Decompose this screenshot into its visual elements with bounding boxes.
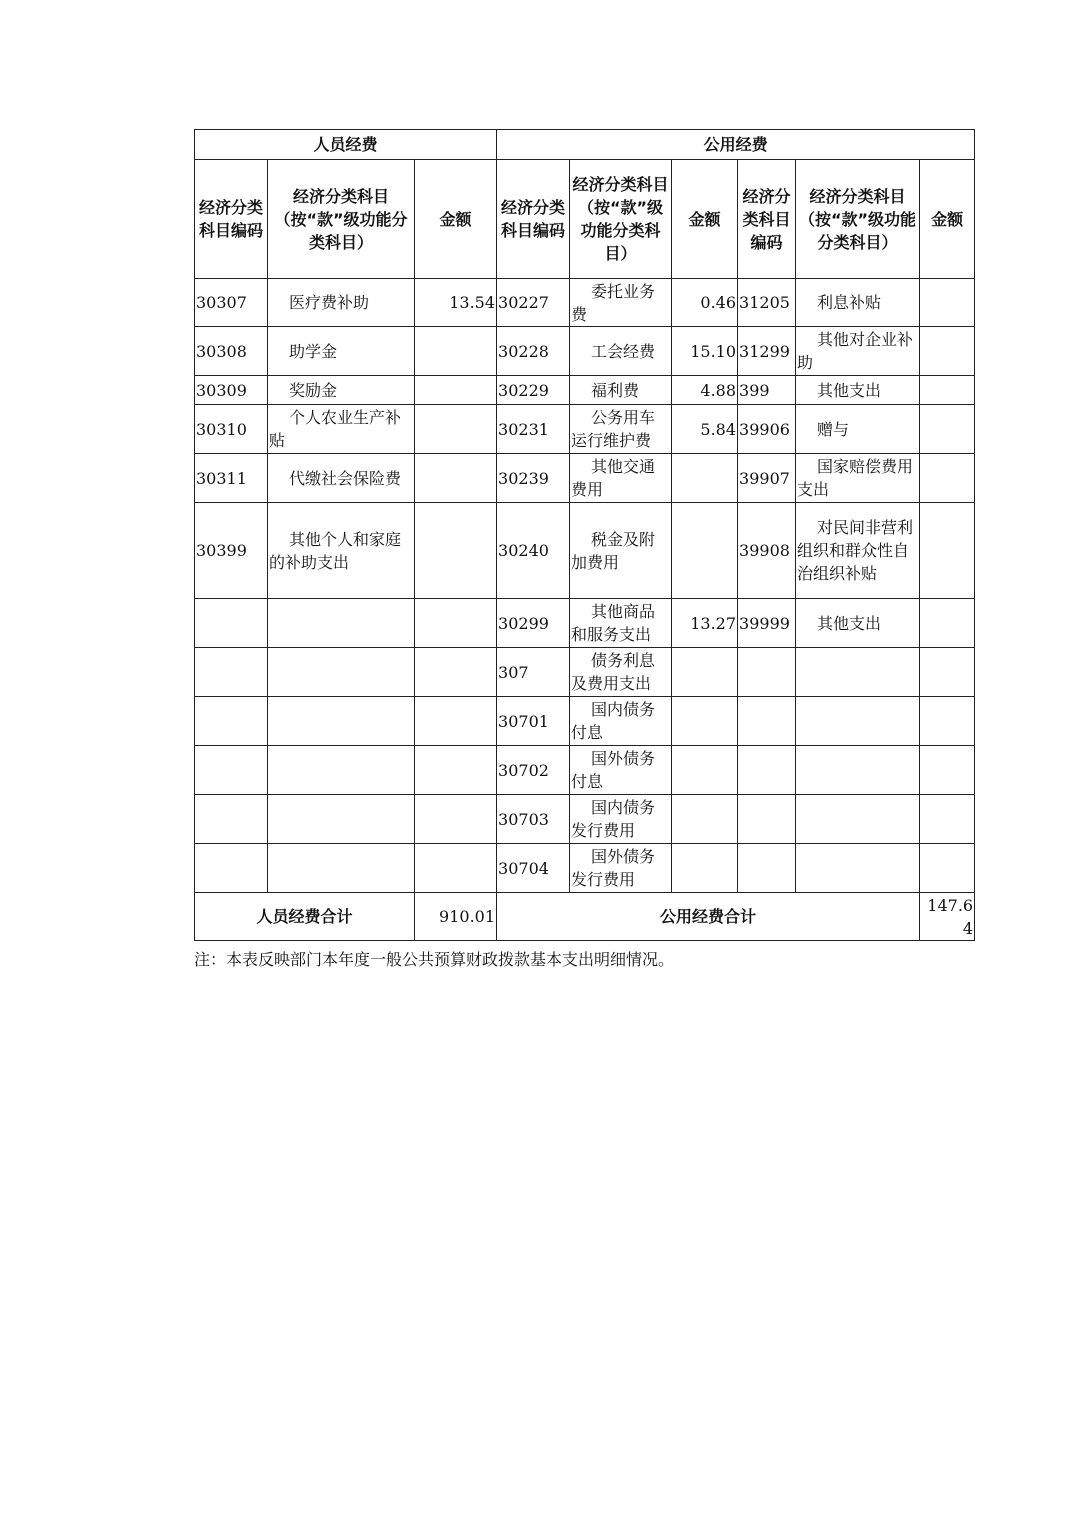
name-cell: 医疗费补助 [268, 279, 415, 327]
amount-cell [672, 795, 738, 844]
name-cell [268, 746, 415, 795]
table-row [195, 503, 975, 599]
code-cell [738, 648, 796, 697]
code-cell: 30701 [497, 697, 570, 746]
code-cell [738, 746, 796, 795]
col-header-code: 经济分类科目编码 [195, 160, 268, 279]
name-cell: 助学金 [268, 327, 415, 376]
name-cell: 委托业务费 [570, 279, 672, 327]
amount-cell [920, 697, 975, 746]
name-cell: 其他对企业补助 [796, 327, 920, 376]
name-cell: 其他商品和服务支出 [570, 599, 672, 648]
amount-cell [415, 599, 497, 648]
name-cell [796, 648, 920, 697]
amount-cell [415, 454, 497, 503]
table-row [195, 844, 975, 893]
amount-cell [672, 454, 738, 503]
code-cell: 30704 [497, 844, 570, 893]
code-cell [738, 795, 796, 844]
code-cell: 30308 [195, 327, 268, 376]
code-cell: 30703 [497, 795, 570, 844]
amount-cell [920, 327, 975, 376]
amount-cell: 15.10 [672, 327, 738, 376]
code-cell: 30229 [497, 376, 570, 405]
name-cell: 国内债务发行费用 [570, 795, 672, 844]
code-cell: 39999 [738, 599, 796, 648]
name-cell: 其他支出 [796, 376, 920, 405]
name-cell: 利息补贴 [796, 279, 920, 327]
code-cell [195, 795, 268, 844]
code-cell [195, 648, 268, 697]
table-row [195, 279, 975, 327]
amount-cell [415, 697, 497, 746]
name-cell: 奖励金 [268, 376, 415, 405]
code-cell: 30307 [195, 279, 268, 327]
table-body [195, 279, 975, 893]
name-cell: 国外债务付息 [570, 746, 672, 795]
amount-cell [672, 648, 738, 697]
name-cell [268, 648, 415, 697]
code-cell [738, 697, 796, 746]
amount-cell: 13.27 [672, 599, 738, 648]
public-header: 公用经费 [497, 130, 975, 160]
code-cell [195, 844, 268, 893]
code-cell: 30239 [497, 454, 570, 503]
table-row [195, 454, 975, 503]
amount-cell [920, 503, 975, 599]
amount-cell [415, 376, 497, 405]
name-cell: 代缴社会保险费 [268, 454, 415, 503]
name-cell [268, 844, 415, 893]
amount-cell [672, 844, 738, 893]
amount-cell [415, 503, 497, 599]
code-cell: 30231 [497, 405, 570, 454]
name-cell [268, 599, 415, 648]
code-cell: 30399 [195, 503, 268, 599]
code-cell: 30311 [195, 454, 268, 503]
name-cell: 国内债务付息 [570, 697, 672, 746]
name-cell [268, 697, 415, 746]
amount-cell: 4.88 [672, 376, 738, 405]
amount-cell [415, 405, 497, 454]
table-row [195, 746, 975, 795]
code-cell: 39908 [738, 503, 796, 599]
amount-cell [920, 599, 975, 648]
name-cell: 其他交通费用 [570, 454, 672, 503]
amount-cell [415, 327, 497, 376]
name-cell [796, 795, 920, 844]
code-cell: 30228 [497, 327, 570, 376]
amount-cell [920, 376, 975, 405]
personnel-total-value: 910.01 [415, 893, 497, 941]
name-cell [268, 795, 415, 844]
col-header-amount: 金额 [415, 160, 497, 279]
code-cell: 39907 [738, 454, 796, 503]
name-cell: 国外债务发行费用 [570, 844, 672, 893]
code-cell [195, 746, 268, 795]
expenditure-table [194, 129, 975, 941]
code-cell: 31299 [738, 327, 796, 376]
name-cell: 其他个人和家庭的补助支出 [268, 503, 415, 599]
amount-cell [415, 795, 497, 844]
table-row [195, 327, 975, 376]
code-cell: 30240 [497, 503, 570, 599]
amount-cell [920, 844, 975, 893]
amount-cell [672, 746, 738, 795]
code-cell: 30310 [195, 405, 268, 454]
amount-cell [672, 503, 738, 599]
amount-cell: 13.54 [415, 279, 497, 327]
name-cell: 工会经费 [570, 327, 672, 376]
col-header-name: 经济分类科目（按“款”级功能分类科目） [796, 160, 920, 279]
name-cell [796, 844, 920, 893]
amount-cell [920, 405, 975, 454]
table-row [195, 405, 975, 454]
name-cell: 福利费 [570, 376, 672, 405]
col-header-amount: 金额 [672, 160, 738, 279]
code-cell [195, 599, 268, 648]
code-cell [738, 844, 796, 893]
code-cell: 39906 [738, 405, 796, 454]
code-cell: 31205 [738, 279, 796, 327]
amount-cell [415, 844, 497, 893]
code-cell [195, 697, 268, 746]
col-header-amount: 金额 [920, 160, 975, 279]
amount-cell [920, 795, 975, 844]
name-cell: 债务利息及费用支出 [570, 648, 672, 697]
name-cell: 国家赔偿费用支出 [796, 454, 920, 503]
amount-cell: 0.46 [672, 279, 738, 327]
amount-cell: 5.84 [672, 405, 738, 454]
name-cell [796, 746, 920, 795]
code-cell: 30227 [497, 279, 570, 327]
group-header-row [195, 130, 975, 160]
amount-cell [920, 648, 975, 697]
col-header-code: 经济分类科目编码 [497, 160, 570, 279]
table-row [195, 376, 975, 405]
name-cell: 对民间非营利组织和群众性自治组织补贴 [796, 503, 920, 599]
personnel-header: 人员经费 [195, 130, 497, 160]
code-cell: 30309 [195, 376, 268, 405]
code-cell: 30702 [497, 746, 570, 795]
amount-cell [920, 454, 975, 503]
table-row [195, 795, 975, 844]
col-header-code: 经济分类科目编码 [738, 160, 796, 279]
name-cell: 个人农业生产补贴 [268, 405, 415, 454]
amount-cell [920, 746, 975, 795]
name-cell: 其他支出 [796, 599, 920, 648]
amount-cell [672, 697, 738, 746]
code-cell: 399 [738, 376, 796, 405]
name-cell [796, 697, 920, 746]
column-header-row [195, 160, 975, 279]
col-header-name: 经济分类科目（按“款”级功能分类科目） [268, 160, 415, 279]
name-cell: 税金及附加费用 [570, 503, 672, 599]
name-cell: 公务用车运行维护费 [570, 405, 672, 454]
table-row [195, 697, 975, 746]
amount-cell [920, 279, 975, 327]
col-header-name: 经济分类科目（按“款”级功能分类科目） [570, 160, 672, 279]
code-cell: 307 [497, 648, 570, 697]
amount-cell [415, 648, 497, 697]
personnel-total-label: 人员经费合计 [195, 893, 415, 941]
name-cell: 赠与 [796, 405, 920, 454]
table-row [195, 599, 975, 648]
amount-cell [415, 746, 497, 795]
code-cell: 30299 [497, 599, 570, 648]
table-row [195, 648, 975, 697]
public-total-value: 147.64 [920, 893, 975, 941]
table-note: 注：本表反映部门本年度一般公共预算财政拨款基本支出明细情况。 [194, 950, 675, 969]
totals-row [195, 893, 975, 941]
public-total-label: 公用经费合计 [497, 893, 920, 941]
